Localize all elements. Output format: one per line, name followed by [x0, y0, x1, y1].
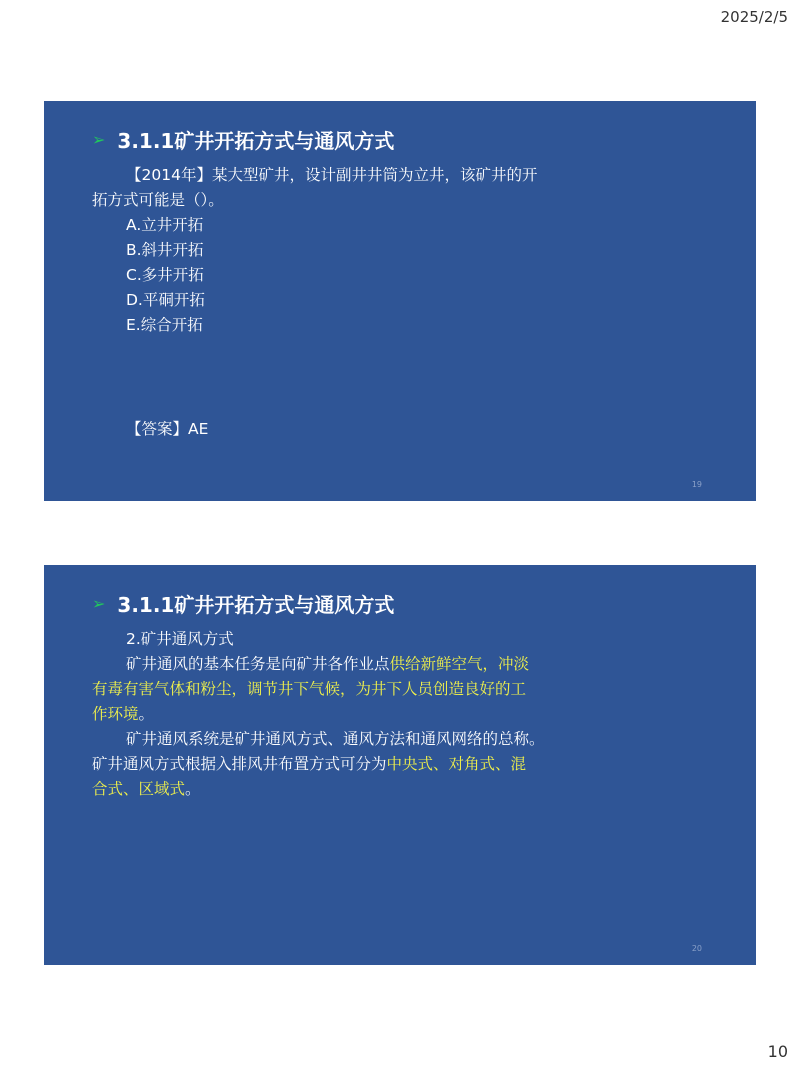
slide-19 [44, 101, 756, 501]
paragraph-2-line-2 [92, 752, 712, 777]
arrow-right-icon: ➢ [92, 129, 106, 149]
question-line-1: 【2014年】某大型矿井，设计副井井筒为立井，该矿井的开 [126, 166, 538, 184]
answer-text: 【答案】AE [126, 420, 209, 438]
text-normal: 矿井通风方式根据入排风井布置方式可分为 [92, 755, 387, 773]
page-number: 10 [767, 1042, 788, 1061]
title-text: 3.1.1矿井开拓方式与通风方式 [117, 593, 395, 617]
slide-number: 20 [691, 944, 702, 953]
paragraph-1-line-3 [92, 702, 712, 727]
option-d: D.平硐开拓 [126, 291, 205, 309]
paragraph-2-line-1: 矿井通风系统是矿井通风方式、通风方法和通风网络的总称。 [126, 730, 545, 748]
arrow-right-icon: ➢ [92, 593, 106, 613]
text-highlight: 中央式、对角式、混 [386, 755, 527, 773]
slide-title [92, 589, 394, 618]
option-b: B.斜井开拓 [126, 241, 204, 259]
option-e: E.综合开拓 [126, 316, 203, 334]
text-highlight: 有毒有害气体和粉尘，调节井下气候，为井下人员创造良好的工 [92, 680, 527, 698]
text-normal: 。 [185, 780, 201, 798]
text-highlight: 供给新鲜空气，冲淡 [389, 655, 530, 673]
slide-number: 19 [691, 480, 702, 489]
text-highlight: 作环境 [92, 705, 139, 723]
slide-body [92, 627, 712, 802]
text-highlight: 合式、区域式 [92, 780, 186, 798]
paragraph-1-line-2 [92, 677, 712, 702]
text-normal: 。 [138, 705, 155, 723]
paragraph-2-line-3 [92, 777, 712, 802]
option-a: A.立井开拓 [126, 216, 204, 234]
text-normal: 矿井通风的基本任务是向矿井各作业点 [126, 655, 390, 673]
subheading: 2.矿井通风方式 [126, 630, 234, 648]
slide-body [92, 163, 712, 338]
option-c: C.多井开拓 [126, 266, 204, 284]
page-date: 2025/2/5 [720, 8, 788, 26]
title-text: 3.1.1矿井开拓方式与通风方式 [117, 129, 395, 153]
slide-title [92, 125, 394, 154]
paragraph-1-line-1 [92, 652, 712, 677]
slide-20 [44, 565, 756, 965]
question-line-2: 拓方式可能是（）。 [92, 191, 224, 209]
